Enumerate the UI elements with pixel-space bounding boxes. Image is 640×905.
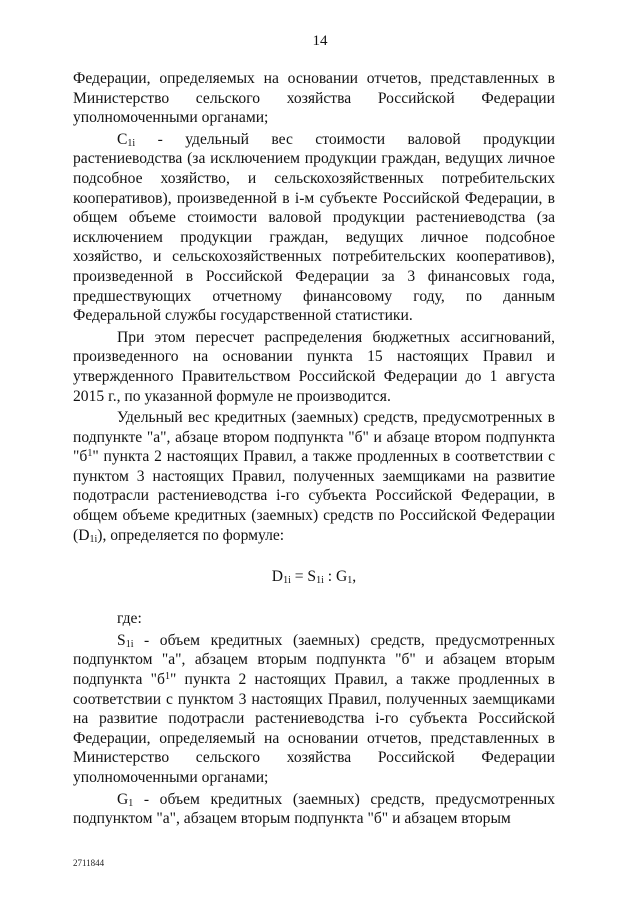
paragraph-continuation: Федерации, определяемых на основании отчетов, представленных в Министерство сельского хозяйства Российской Федерации уполномоченными органами; [73,70,555,127]
formula-equals-s: = S [290,568,317,586]
document-body [73,69,555,829]
formula-s-subscript: 1i [316,575,324,587]
paragraph-s1i-definition [73,631,555,788]
paragraph-g1-definition [73,790,555,829]
superscript-1: 1 [87,448,93,460]
formula-end: , [352,568,357,586]
symbol-s: S [117,631,126,649]
page-number: 14 [312,33,328,49]
symbol-g: G [117,790,129,808]
formula [73,567,555,587]
formula-lhs-subscript: 1i [283,575,291,587]
document-id: 2711844 [73,858,105,868]
s1i-definition-text-1: - объем кредитных (заемных) средств, предусмотренных подпунктом "а", абзацем вторым подпункта "б" и абзацем вторым подпункта "б [73,631,555,689]
s1i-definition-text-2: " пункта 2 настоящих Правил, а также продленных в соответствии с пунктом 3 настоящих Правил, полученных заемщиками на развитие подотрасли растениеводства i-го субъекта Российской Федерации, определяемый на основании отчетов, представленных в Министерство сельского хозяйства Российской Федерации уполномоченными органами; [73,671,555,786]
symbol-g-subscript: 1 [128,797,134,809]
paragraph-c1i-definition [73,130,555,326]
credit-share-text-2: " пункта 2 настоящих Правил, а также продленных в соответствии с пунктом 3 настоящих Правил, полученных заемщиками на развитие подотрасли растениеводства i-го субъекта Российской Федерации, в общем объеме кредитных (заемных) средств по Российской Федерации (D [73,448,555,544]
paragraph-credit-share [73,408,555,545]
symbol-c-subscript: 1i [127,137,136,149]
credit-share-text-1: Удельный вес кредитных (заемных) средств, предусмотренных в подпункте "а", абзаце втором подпункта "б" и абзаце втором подпункта "б [73,409,555,466]
d-subscript: 1i [89,533,98,545]
superscript-1-second: 1 [164,671,170,683]
c1i-definition-text: - удельный вес стоимости валовой продукции растениеводства (за исключением продукции граждан, ведущих личное подсобное хозяйство, и сельскохозяйственных потребительских кооперативов), произведенной в i-м субъекте Российской Федерации, в общем объеме стоимости валовой продукции растениеводства (за исключением продукции граждан, ведущих личное подсобное хозяйство, и сельскохозяйственных потребительских кооперативов), произведенной в Российской Федерации за 3 финансовых года, предшествующих отчетному финансовому году, по данным Федеральной службы государственной статистики. [73,130,555,325]
paragraph-recalculation-note: При этом пересчет распределения бюджетных ассигнований, произведенного на основании пункта 15 настоящих Правил и утвержденного Правительством Российской Федерации до 1 августа 2015 г., по указанной формуле не производится. [73,328,555,405]
symbol-c: C [117,130,128,148]
g1-definition-text: - объем кредитных (заемных) средств, предусмотренных подпунктом "а", абзацем вторым подпункта "б" и абзацем вторым [73,790,555,828]
formula-lhs: D [271,568,284,586]
credit-share-text-3: ), определяется по формуле: [97,526,285,544]
formula-colon-g: : G [323,568,348,586]
where-label: где: [117,610,142,628]
symbol-s-subscript: 1i [125,638,134,650]
formula-g-subscript: 1 [347,575,353,587]
